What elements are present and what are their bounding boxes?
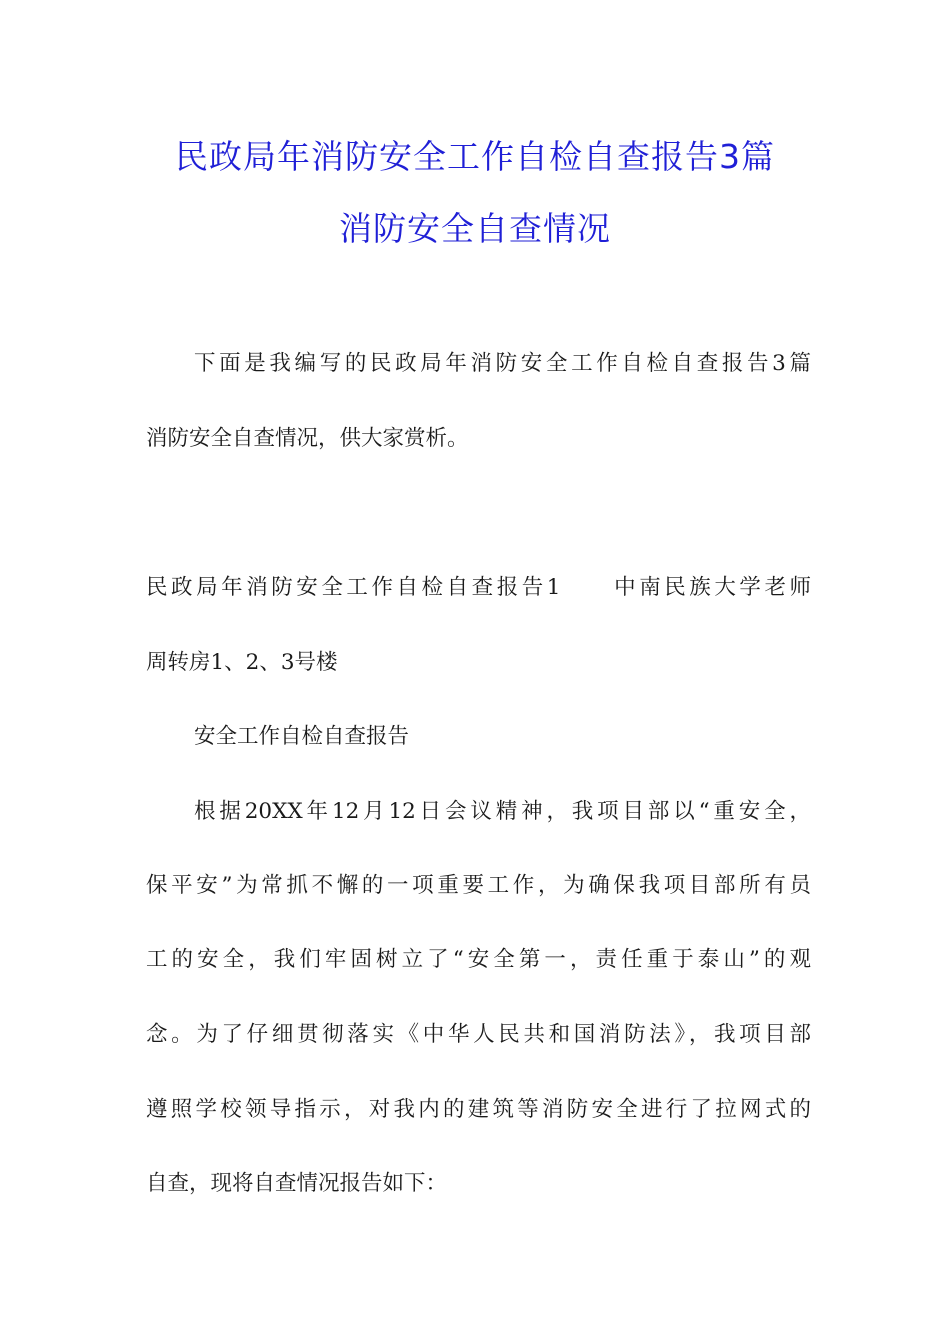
paragraph-line-4: 念。为了仔细贯彻落实《中华人民共和国消防法》，我项目部 bbox=[146, 1022, 811, 1047]
paragraph-line-3: 工的安全，我们牢固树立了“安全第一，责任重于泰山”的观 bbox=[146, 947, 811, 972]
document-title-line-2: 消防安全自查情况 bbox=[339, 209, 611, 248]
paragraph-line-5: 遵照学校领导指示，对我内的建筑等消防安全进行了拉网式的 bbox=[146, 1097, 811, 1122]
intro-line-2: 消防安全自查情况，供大家赏析。 bbox=[146, 426, 469, 451]
intro-line-1: 下面是我编写的民政局年消防安全工作自检自查报告3篇 bbox=[194, 351, 811, 376]
document-title-line-1: 民政局年消防安全工作自检自查报告3篇 bbox=[175, 137, 775, 176]
paragraph-line-6: 自查，现将自查情况报告如下： bbox=[146, 1171, 448, 1196]
section1-subtitle: 安全工作自检自查报告 bbox=[194, 724, 410, 749]
section1-heading-line-2: 周转房1、2、3号楼 bbox=[146, 650, 338, 675]
section1-heading-line-1: 民政局年消防安全工作自检自查报告1 中南民族大学老师 bbox=[146, 575, 811, 600]
paragraph-line-1: 根据20XX年12月12日会议精神，我项目部以“重安全， bbox=[194, 799, 811, 824]
paragraph-line-2: 保平安”为常抓不懈的一项重要工作，为确保我项目部所有员 bbox=[146, 873, 811, 898]
